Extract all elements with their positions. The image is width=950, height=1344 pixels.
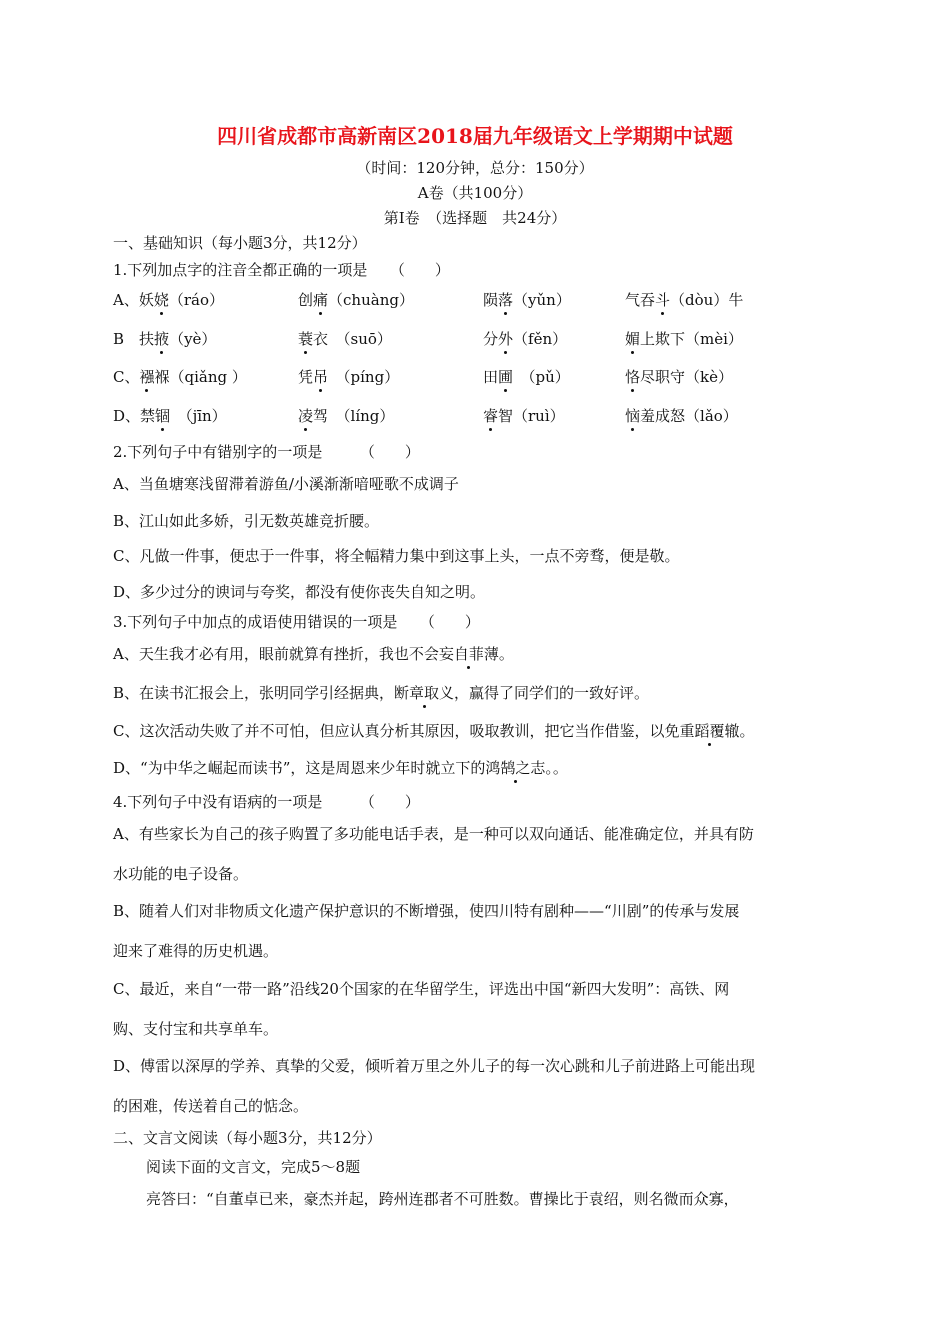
word-text: 禁 (140, 407, 156, 425)
word-text: 创 (298, 291, 314, 309)
section2-heading: 二、文言文阅读（每小题3分，共12分） (113, 1129, 382, 1147)
q1-row-c-item3 (483, 367, 570, 387)
section1-heading: 一、基础知识（每小题3分，共12分） (113, 234, 367, 252)
dotted-char: 锢 (155, 407, 171, 425)
word-text: 扶 (139, 330, 155, 348)
time-info: （时间：120分钟，总分：150分） (356, 159, 594, 177)
dotted-char: 掖 (154, 330, 170, 348)
q4-option-c-line1: C、最近，来自“一带一路”沿线20个国家的在华留学生，评选出中国“新四大发明”：高铁、网 (113, 980, 730, 998)
dotted-char: 外 (498, 330, 514, 348)
volume-heading: A卷（共100分） (417, 184, 533, 202)
pinyin-text: 智（ruì） (498, 407, 565, 425)
dotted-char: 媚 (625, 330, 641, 348)
q2-option-d: D、多少过分的谀词与夸奖，都没有使你丧失自知之明。 (113, 583, 486, 601)
pinyin-text: 褓（qiǎng ） (154, 368, 247, 386)
sentence-text: 。。 (545, 759, 568, 777)
q4-option-a-line1: A、有些家长为自己的孩子购置了多功能电话手表，是一种可以双向通话、能准确定位，并具有防 (113, 825, 754, 843)
q4-option-a-line2: 水功能的电子设备。 (113, 865, 249, 883)
q2-option-a: A、当鱼塘寒浅留滞着游鱼/小溪渐渐喑哑歌不成调子 (113, 475, 459, 493)
q1-row-d-item2 (298, 406, 394, 426)
pinyin-text: （jīn） (170, 407, 227, 425)
page-title: 四川省成都市高新南区2018届九年级语文上学期期中试题 (217, 124, 733, 148)
option-label: B (113, 330, 140, 348)
idiom-text: 断章取义 (394, 684, 455, 702)
q1-row-a (113, 290, 224, 310)
dotted-char: 斗 (655, 291, 671, 309)
q3-option-b (113, 683, 649, 703)
q1-row-b-item4 (625, 329, 743, 349)
word-text: 田 (483, 368, 499, 386)
dotted-char: 痛 (313, 291, 329, 309)
q4-option-d-line1: D、傅雷以深厚的学养、真挚的父爱，倾听着万里之外儿子的每一次心跳和儿子前进路上可能出现 (113, 1057, 756, 1075)
pinyin-text: 衣 （suō） (313, 330, 392, 348)
sentence-text: ，赢得了同学们的一致好评。 (454, 684, 650, 702)
pinyin-text: （yǔn） (513, 291, 571, 309)
dotted-char: 落 (498, 291, 514, 309)
pinyin-text: 尽职守（kè） (640, 368, 733, 386)
pinyin-text: （chuàng） (328, 291, 414, 309)
pinyin-text: （dòu）牛 (670, 291, 744, 309)
pinyin-text: （píng） (328, 368, 400, 386)
q1-row-b (113, 329, 216, 349)
q3-option-c (113, 721, 755, 741)
dotted-char: 娆 (153, 291, 169, 309)
q1-row-c-item2 (298, 367, 399, 387)
q4-option-b-line2: 迎来了难得的历史机遇。 (113, 942, 279, 960)
sentence-text: 。 (498, 645, 514, 663)
q2-option-c: C、凡做一件事，便忠于一件事，将全幅精力集中到这事上头，一点不旁骛，便是敬。 (113, 547, 680, 565)
q4-option-c-line2: 购、支付宝和共享单车。 (113, 1020, 279, 1038)
word-text: 妖 (138, 291, 154, 309)
sentence-text: 。 (739, 722, 755, 740)
question-2-stem: 2.下列句子中有错别字的一项是 （ ） (113, 443, 420, 461)
dotted-char: 圃 (498, 368, 514, 386)
section2-instruction: 阅读下面的文言文，完成5～8题 (146, 1158, 361, 1176)
option-label: C、 (113, 368, 140, 386)
word-text: 陨 (483, 291, 499, 309)
q1-row-d-item3 (483, 406, 565, 426)
q3-option-a (113, 644, 514, 664)
word-text: 凭 (298, 368, 314, 386)
pinyin-text: （yè） (169, 330, 217, 348)
q1-row-a-item3 (483, 290, 571, 310)
q3-option-d (113, 758, 568, 778)
word-text: 气吞 (625, 291, 656, 309)
word-text: 分 (483, 330, 499, 348)
passage-first-line: 亮答曰：“自董卓已来，豪杰并起，跨州连郡者不可胜数。曹操比于袁绍，则名微而众寡， (146, 1190, 739, 1208)
q4-option-d-line2: 的困难，传送着自己的惦念。 (113, 1097, 309, 1115)
q1-row-c-item4 (625, 367, 733, 387)
idiom-text: 重蹈覆辙 (679, 722, 740, 740)
q2-option-b: B、江山如此多娇，引无数英雄竞折腰。 (113, 512, 380, 530)
question-1-stem: 1.下列加点字的注音全都正确的一项是 （ ） (113, 261, 450, 279)
sentence-text: B、在读书汇报会上，张明同学引经据典， (113, 684, 395, 702)
dotted-char: 凌 (298, 407, 314, 425)
q1-row-b-item2 (298, 329, 392, 349)
sentence-text: C、这次活动失败了并不可怕，但应认真分析其原因，吸取教训，把它当作借鉴，以免 (113, 722, 680, 740)
option-label: D、 (113, 407, 141, 425)
q1-row-a-item4 (625, 290, 743, 310)
option-label: A、 (113, 291, 139, 309)
idiom-text: 妄自菲薄 (438, 645, 499, 663)
sentence-text: A、天生我才必有用，眼前就算有挫折，我也不会 (113, 645, 439, 663)
question-4-stem: 4.下列句子中没有语病的一项是 （ ） (113, 793, 420, 811)
pinyin-text: （pǔ） (513, 368, 570, 386)
pinyin-text: 驾 （líng） (313, 407, 395, 425)
pinyin-text: （fěn） (513, 330, 568, 348)
dotted-char: 蓑 (298, 330, 314, 348)
q1-row-c (113, 367, 247, 387)
q1-row-d-item4 (625, 406, 738, 426)
dotted-idiom (439, 645, 499, 663)
dotted-char: 吊 (313, 368, 329, 386)
idiom-text: 鸿鹄之志 (485, 759, 546, 777)
question-3-stem: 3.下列句子中加点的成语使用错误的一项是 （ ） (113, 613, 480, 631)
q4-option-b-line1: B、随着人们对非物质文化遗产保护意识的不断增强，使四川特有剧种——“川剧”的传承与发展 (113, 902, 740, 920)
dotted-char: 恼 (625, 407, 641, 425)
dotted-char: 恪 (625, 368, 641, 386)
q1-row-b-item3 (483, 329, 567, 349)
dotted-char: 睿 (483, 407, 499, 425)
dotted-char: 襁 (139, 368, 155, 386)
q1-row-a-item2 (298, 290, 414, 310)
q1-row-d (113, 406, 227, 426)
sentence-text: D、“为中华之崛起而读书”，这是周恩来少年时就立下的 (113, 759, 486, 777)
pinyin-text: 羞成怒（lǎo） (640, 407, 738, 425)
pinyin-text: 上欺下（mèi） (640, 330, 743, 348)
part-heading: 第Ⅰ卷 （选择题 共24分） (383, 209, 567, 227)
pinyin-text: （ráo） (168, 291, 225, 309)
